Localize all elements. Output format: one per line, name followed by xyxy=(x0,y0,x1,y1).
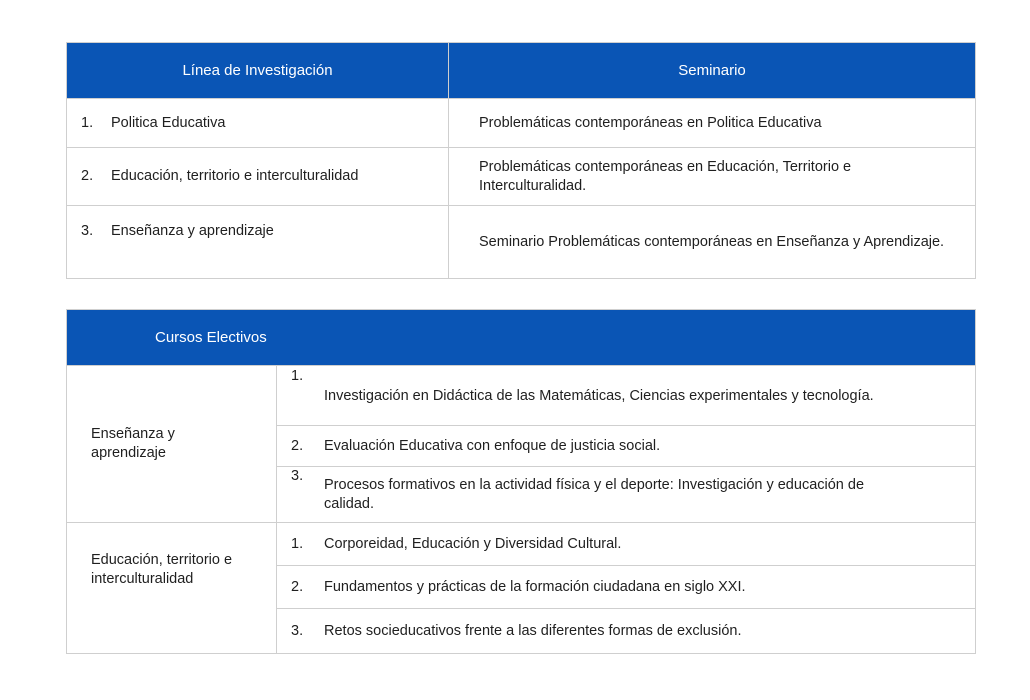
seminar-text: Problemáticas contemporáneas en Politica Educativa xyxy=(479,114,822,131)
item-number: 3. xyxy=(291,622,304,639)
research-line-text: Educación, territorio e interculturalidad xyxy=(111,168,359,184)
seminar-cell xyxy=(449,206,975,278)
item-number: 2. xyxy=(291,437,304,454)
research-line-cell xyxy=(67,148,449,205)
item-text: Corporeidad, Educación y Diversidad Cultural. xyxy=(324,535,622,552)
list-item xyxy=(277,366,975,425)
list-item xyxy=(277,466,975,522)
research-line-text: Politica Educativa xyxy=(111,114,226,131)
elective-group xyxy=(67,365,975,522)
header-research-line: Línea de Investigación xyxy=(67,43,449,98)
row-number: 2. xyxy=(81,168,94,184)
item-text: Fundamentos y prácticas de la formación ciudadana en siglo XXI. xyxy=(324,578,746,595)
elective-courses-table xyxy=(66,309,976,654)
research-lines-table xyxy=(66,42,976,279)
elective-group xyxy=(67,522,975,653)
item-number: 3. xyxy=(291,468,304,484)
elective-table-header: Cursos Electivos xyxy=(67,310,975,365)
seminar-text: Problemáticas contemporáneas en Educación, Territorio e Interculturalidad. xyxy=(479,158,852,194)
seminar-cell xyxy=(449,148,975,205)
item-text: Investigación en Didáctica de las Matemáticas, Ciencias experimentales y tecnología. xyxy=(324,387,874,404)
list-item xyxy=(277,425,975,466)
group-label-text: Enseñanza y aprendizaje xyxy=(91,426,175,461)
research-line-cell xyxy=(67,206,449,278)
list-item xyxy=(277,523,975,565)
item-text: Retos socieducativos frente a las diferentes formas de exclusión. xyxy=(324,622,742,639)
group-items xyxy=(277,523,975,653)
group-items xyxy=(277,366,975,522)
research-line-text: Enseñanza y aprendizaje xyxy=(111,223,274,239)
list-item xyxy=(277,608,975,653)
table-row xyxy=(67,205,975,278)
research-line-cell xyxy=(67,99,449,147)
research-table-header xyxy=(67,43,975,98)
group-label xyxy=(67,523,277,653)
group-label xyxy=(67,366,277,522)
table-row xyxy=(67,147,975,205)
seminar-cell xyxy=(449,99,975,147)
row-number: 3. xyxy=(81,223,94,239)
table-row xyxy=(67,98,975,147)
item-number: 2. xyxy=(291,578,304,595)
item-text: Procesos formativos en la actividad física y el deporte: Investigación y educación de calidad. xyxy=(324,476,865,512)
group-label-text: Educación, territorio e interculturalidad xyxy=(91,552,233,587)
item-number: 1. xyxy=(291,535,304,552)
header-seminar: Seminario xyxy=(678,62,746,79)
seminar-text: Seminario Problemáticas contemporáneas en Enseñanza y Aprendizaje. xyxy=(479,233,945,250)
list-item xyxy=(277,565,975,608)
item-number: 1. xyxy=(291,368,304,384)
item-text: Evaluación Educativa con enfoque de justicia social. xyxy=(324,437,661,454)
row-number: 1. xyxy=(81,114,94,131)
